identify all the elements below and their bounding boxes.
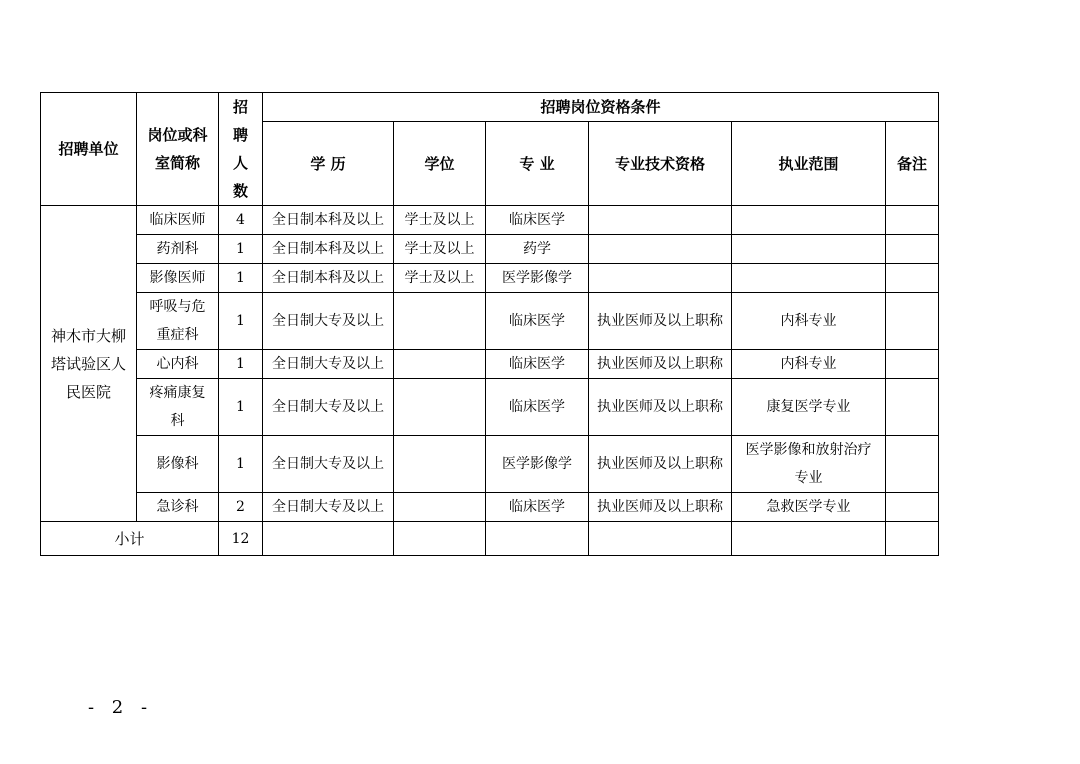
table-row xyxy=(41,235,939,264)
post-line: 影像医师 xyxy=(149,270,206,286)
header-remarks: 备注 xyxy=(886,122,939,206)
remarks-cell xyxy=(886,264,939,293)
post-line: 心内科 xyxy=(156,356,199,372)
header-degree: 学位 xyxy=(394,122,486,206)
table-row xyxy=(41,493,939,522)
major-cell: 医学影像学 xyxy=(486,436,589,493)
major-cell: 临床医学 xyxy=(486,293,589,350)
header-practice-scope: 执业范围 xyxy=(732,122,886,206)
header-post-line: 室简称 xyxy=(154,154,200,172)
subtotal-empty-cell xyxy=(394,522,486,556)
remarks-cell xyxy=(886,293,939,350)
count-cell: 1 xyxy=(219,379,263,436)
header-count-char: 数 xyxy=(232,182,248,200)
recruiting-unit-line: 民医院 xyxy=(65,382,111,401)
post-line: 急诊科 xyxy=(156,499,199,515)
remarks-cell xyxy=(886,350,939,379)
header-count-char: 招 xyxy=(232,98,248,116)
count-cell: 1 xyxy=(219,235,263,264)
practice-scope-cell xyxy=(732,293,886,350)
education-cell: 全日制本科及以上 xyxy=(263,264,394,293)
education-cell: 全日制本科及以上 xyxy=(263,206,394,235)
count-cell: 1 xyxy=(219,436,263,493)
recruiting-unit-line: 神木市大柳 xyxy=(50,326,126,345)
table-row xyxy=(41,293,939,350)
practice-scope-cell xyxy=(732,350,886,379)
post-line: 影像科 xyxy=(156,456,199,472)
practice-scope-line: 内科专业 xyxy=(780,356,837,372)
post-line: 药剂科 xyxy=(156,241,199,257)
tech-qualification-cell: 执业医师及以上职称 xyxy=(589,493,732,522)
subtotal-empty-cell xyxy=(486,522,589,556)
tech-qualification-cell: 执业医师及以上职称 xyxy=(589,379,732,436)
recruiting-unit-line: 塔试验区人 xyxy=(50,354,126,373)
header-post xyxy=(137,93,219,206)
education-cell: 全日制大专及以上 xyxy=(263,493,394,522)
table-row xyxy=(41,350,939,379)
education-cell: 全日制大专及以上 xyxy=(263,379,394,436)
post-line: 疼痛康复 xyxy=(149,385,206,401)
subtotal-count: 12 xyxy=(219,522,263,556)
post-cell xyxy=(137,264,219,293)
subtotal-empty-cell xyxy=(263,522,394,556)
recruitment-table xyxy=(40,92,939,556)
major-cell: 医学影像学 xyxy=(486,264,589,293)
table-row xyxy=(41,379,939,436)
major-cell: 临床医学 xyxy=(486,493,589,522)
tech-qualification-cell xyxy=(589,206,732,235)
header-tech-qualification: 专业技术资格 xyxy=(589,122,732,206)
tech-qualification-cell: 执业医师及以上职称 xyxy=(589,350,732,379)
subtotal-empty-cell xyxy=(886,522,939,556)
major-cell: 临床医学 xyxy=(486,379,589,436)
practice-scope-cell xyxy=(732,379,886,436)
page-number: - 2 - xyxy=(88,697,154,718)
count-cell: 2 xyxy=(219,493,263,522)
table-body xyxy=(41,206,939,556)
degree-cell xyxy=(394,350,486,379)
post-cell xyxy=(137,379,219,436)
subtotal-empty-cell xyxy=(732,522,886,556)
major-cell: 药学 xyxy=(486,235,589,264)
degree-cell xyxy=(394,293,486,350)
header-recruit-count xyxy=(219,93,263,206)
post-cell xyxy=(137,436,219,493)
post-line: 呼吸与危 xyxy=(149,299,206,315)
header-education: 学 历 xyxy=(263,122,394,206)
header-count-char: 人 xyxy=(232,154,248,172)
post-cell xyxy=(137,235,219,264)
tech-qualification-cell: 执业医师及以上职称 xyxy=(589,293,732,350)
practice-scope-line: 专业 xyxy=(794,470,823,486)
post-line: 重症科 xyxy=(156,327,199,343)
header-qualifications: 招聘岗位资格条件 xyxy=(263,93,939,122)
major-cell: 临床医学 xyxy=(486,206,589,235)
practice-scope-line: 急救医学专业 xyxy=(766,499,851,515)
post-line: 临床医师 xyxy=(149,212,206,228)
count-cell: 1 xyxy=(219,350,263,379)
table-row xyxy=(41,264,939,293)
major-cell: 临床医学 xyxy=(486,350,589,379)
subtotal-row xyxy=(41,522,939,556)
post-cell xyxy=(137,493,219,522)
education-cell: 全日制大专及以上 xyxy=(263,293,394,350)
degree-cell: 学士及以上 xyxy=(394,206,486,235)
header-post-line: 岗位或科 xyxy=(147,126,208,144)
education-cell: 全日制本科及以上 xyxy=(263,235,394,264)
practice-scope-cell xyxy=(732,235,886,264)
header-recruiting-unit: 招聘单位 xyxy=(41,93,137,206)
degree-cell: 学士及以上 xyxy=(394,235,486,264)
degree-cell xyxy=(394,379,486,436)
education-cell: 全日制大专及以上 xyxy=(263,350,394,379)
practice-scope-line: 医学影像和放射治疗 xyxy=(745,442,872,458)
post-cell xyxy=(137,350,219,379)
post-cell xyxy=(137,293,219,350)
post-line: 科 xyxy=(170,413,185,429)
header-major: 专 业 xyxy=(486,122,589,206)
table-row xyxy=(41,206,939,235)
degree-cell: 学士及以上 xyxy=(394,264,486,293)
practice-scope-cell xyxy=(732,206,886,235)
tech-qualification-cell xyxy=(589,264,732,293)
tech-qualification-cell xyxy=(589,235,732,264)
remarks-cell xyxy=(886,206,939,235)
degree-cell xyxy=(394,436,486,493)
practice-scope-cell xyxy=(732,264,886,293)
remarks-cell xyxy=(886,379,939,436)
degree-cell xyxy=(394,493,486,522)
practice-scope-line: 康复医学专业 xyxy=(766,399,851,415)
subtotal-label: 小计 xyxy=(41,522,219,556)
practice-scope-cell xyxy=(732,436,886,493)
remarks-cell xyxy=(886,235,939,264)
count-cell: 4 xyxy=(219,206,263,235)
count-cell: 1 xyxy=(219,293,263,350)
remarks-cell xyxy=(886,436,939,493)
header-count-char: 聘 xyxy=(232,126,248,144)
practice-scope-cell xyxy=(732,493,886,522)
remarks-cell xyxy=(886,493,939,522)
count-cell: 1 xyxy=(219,264,263,293)
subtotal-empty-cell xyxy=(589,522,732,556)
tech-qualification-cell: 执业医师及以上职称 xyxy=(589,436,732,493)
table-row xyxy=(41,436,939,493)
education-cell: 全日制大专及以上 xyxy=(263,436,394,493)
practice-scope-line: 内科专业 xyxy=(780,313,837,329)
recruiting-unit-cell xyxy=(41,206,137,522)
post-cell xyxy=(137,206,219,235)
